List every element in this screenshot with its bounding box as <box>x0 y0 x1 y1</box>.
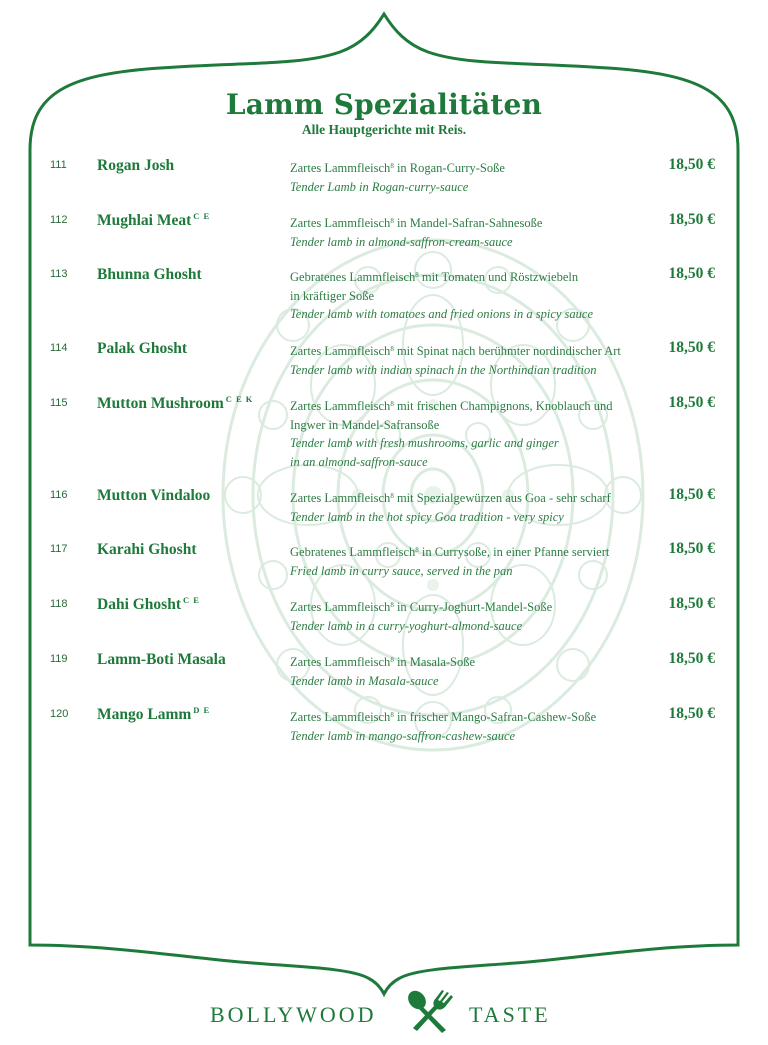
item-number: 112 <box>50 214 68 226</box>
item-price: 18,50 € <box>668 211 715 228</box>
item-number: 119 <box>50 653 68 665</box>
item-number: 116 <box>50 489 68 501</box>
description-en-line2: in an almond-saffron-sauce <box>290 454 428 469</box>
item-name: Karahi Ghosht <box>97 541 197 558</box>
description-de-line2: in kräftiger Soße <box>290 288 375 303</box>
item-price: 18,50 € <box>668 486 715 503</box>
description-en: Tender lamb in a curry-yoghurt-almond-sauce <box>290 618 523 633</box>
page-title: Lamm Spezialitäten <box>225 88 543 121</box>
description-de: Zartes Lammfleisch$^8$ in Masala-Soße <box>290 655 476 669</box>
fork-spoon-cross-icon <box>404 988 458 1034</box>
description-en: Tender lamb in Masala-sauce <box>290 673 439 688</box>
description-de-line2: Ingwer in Mandel-Safransoße <box>290 417 440 432</box>
item-name: Dahi Ghosht $^{C E}$ <box>97 595 200 613</box>
brand-footer <box>0 1000 768 1030</box>
item-name: Rogan Josh <box>97 157 175 174</box>
description-de: Zartes Lammfleisch$^8$ in Curry-Joghurt-Mandel-Soße <box>290 600 553 614</box>
description-de: Zartes Lammfleisch$^8$ in Mandel-Safran-Sahnesoße <box>290 216 543 230</box>
item-number: 115 <box>50 397 68 409</box>
allergen-codes: C E K <box>225 394 254 404</box>
item-description <box>290 596 660 635</box>
item-name: Palak Ghosht <box>97 340 188 357</box>
description-de: Gebratenes Lammfleisch$^8$ mit Tomaten und Röstzwiebeln <box>290 270 579 284</box>
item-number: 114 <box>50 342 68 354</box>
item-number: 120 <box>50 708 69 720</box>
allergen-codes: C E <box>183 595 200 605</box>
item-price: 18,50 € <box>668 339 715 356</box>
item-description <box>290 487 660 526</box>
item-price: 18,50 € <box>668 705 715 722</box>
item-name: Mutton Mushroom $^{C E K}$ <box>97 394 254 412</box>
item-number: 111 <box>50 159 67 171</box>
item-description <box>290 651 660 690</box>
description-en: Tender lamb in almond-saffron-cream-sauce <box>290 234 513 249</box>
description-en: Fried lamb in curry sauce, served in the pan <box>290 563 513 578</box>
item-description <box>290 395 660 471</box>
description-de: Zartes Lammfleisch$^8$ mit frischen Champignons, Knoblauch und <box>290 399 613 413</box>
item-number: 118 <box>50 598 68 610</box>
description-de: Zartes Lammfleisch$^8$ mit Spinat nach berühmter nordindischer Art <box>290 344 621 358</box>
description-en: Tender lamb with fresh mushrooms, garlic and ginger <box>290 436 559 450</box>
item-description <box>290 340 660 379</box>
description-en: Tender lamb with indian spinach in the Northindian tradition <box>290 362 597 377</box>
description-de: Gebratenes Lammfleisch$^8$ in Currysoße, in einer Pfanne serviert <box>290 545 610 559</box>
item-price: 18,50 € <box>668 650 715 667</box>
item-name: Bhunna Ghosht <box>97 266 202 283</box>
item-name: Lamm-Boti Masala <box>97 651 226 668</box>
description-de: Zartes Lammfleisch$^8$ mit Spezialgewürzen aus Goa - sehr scharf <box>290 491 611 505</box>
item-name: Mutton Vindaloo <box>97 487 211 504</box>
item-description <box>290 706 660 745</box>
page-subtitle: Alle Hauptgerichte mit Reis. <box>301 122 467 137</box>
item-description <box>290 157 660 196</box>
item-price: 18,50 € <box>668 540 715 557</box>
item-description <box>290 541 660 580</box>
item-price: 18,50 € <box>668 595 715 612</box>
item-number: 117 <box>50 543 68 555</box>
brand-name-left: BOLLYWOOD <box>210 1002 377 1027</box>
brand-name-right: TASTE <box>469 1002 551 1027</box>
item-description <box>290 266 660 324</box>
item-number: 113 <box>50 268 68 280</box>
description-de: Zartes Lammfleisch$^8$ in Rogan-Curry-Soße <box>290 161 505 175</box>
allergen-codes: D E <box>193 705 211 715</box>
item-price: 18,50 € <box>668 394 715 411</box>
item-price: 18,50 € <box>668 265 715 282</box>
item-name: Mughlai Meat $^{C E}$ <box>97 211 211 229</box>
description-en: Tender lamb in mango-saffron-cashew-sauce <box>290 728 516 743</box>
item-price: 18,50 € <box>668 156 715 173</box>
description-en: Tender Lamb in Rogan-curry-sauce <box>290 179 469 194</box>
description-en: Tender lamb in the hot spicy Goa tradition - very spicy <box>290 509 564 524</box>
item-name: Mango Lamm $^{D E}$ <box>97 705 211 723</box>
description-en: Tender lamb with tomatoes and fried onions in a spicy sauce <box>290 307 593 321</box>
item-description <box>290 212 660 251</box>
allergen-codes: C E <box>193 211 211 221</box>
description-de: Zartes Lammfleisch$^8$ in frischer Mango-Safran-Cashew-Soße <box>290 710 597 724</box>
